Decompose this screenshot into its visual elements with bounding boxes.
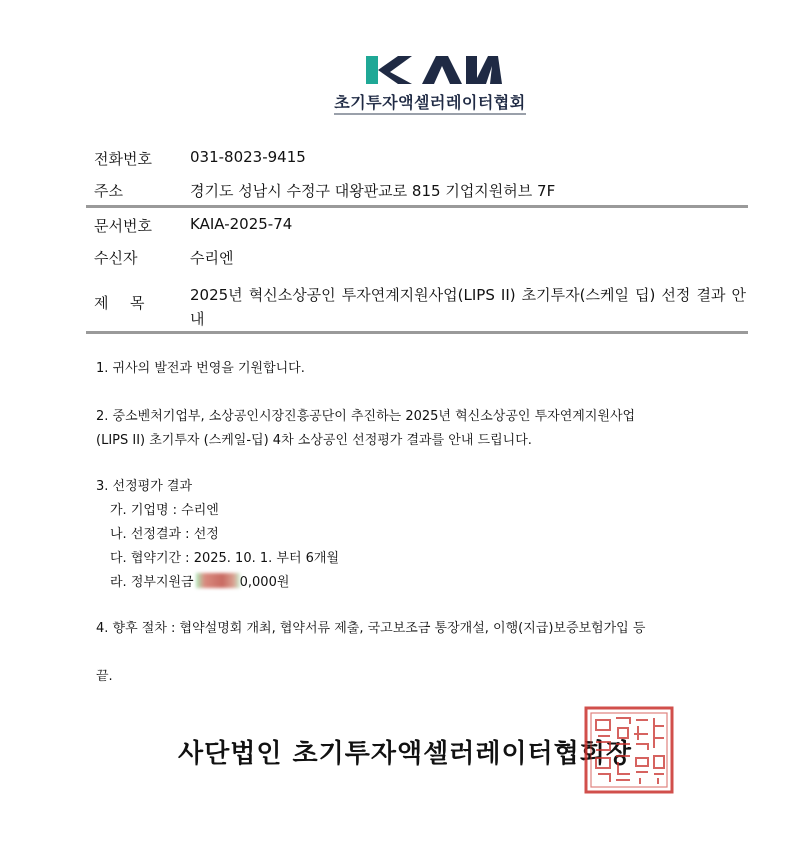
paragraph-3-title: 3. 선정평가 결과 [96,479,193,494]
address-label: 주소 [94,182,123,200]
grant-label: 라. 정부지원금 [110,575,194,590]
kaia-logo [330,52,530,124]
paragraph-2-line-2: (LIPS II) 초기투자 (스케일-딥) 4차 소상공인 선정평가 결과를 안내 드립니다. [96,433,532,448]
kaia-logo-mark [362,52,502,88]
paragraph-4: 4. 향후 절차 : 협약설명회 개최, 협약서류 제출, 국고보조금 통장개설, 이행(지급)보증보험가입 등 [96,621,646,636]
docnum-label: 문서번호 [94,217,152,235]
signature-text: 사단법인 초기투자액셀러레이터협회장 [178,739,633,769]
result-item-outcome: 나. 선정결과 : 선정 [110,527,219,542]
header-divider [86,205,748,208]
redacted-amount [196,573,240,588]
address-value: 경기도 성남시 수정구 대왕판교로 815 기업지원허브 7F [190,182,556,200]
docnum-value: KAIA-2025-74 [190,215,293,233]
grant-amount-suffix: 0,000원 [239,575,290,590]
logo-subline [330,112,530,116]
end-mark: 끝. [96,669,113,684]
result-item-company: 가. 기업명 : 수리엔 [110,503,219,518]
paragraph-1: 1. 귀사의 발전과 번영을 기원합니다. [96,361,305,376]
subject-divider [86,331,748,334]
subject-value: 2025년 혁신소상공인 투자연계지원사업(LIPS II) 초기투자(스케일 딥) 선정 결과 안내 [190,286,746,328]
phone-label: 전화번호 [94,150,152,168]
official-seal-icon [584,706,674,794]
recipient-label: 수신자 [94,249,138,267]
paragraph-2-line-1: 2. 중소벤처기업부, 소상공인시장진흥공단이 추진하는 2025년 혁신소상공인 투자연계지원사업 [96,409,636,424]
logo-org-name: 초기투자액셀러레이터협회 [334,93,526,112]
subject-label: 제 목 [94,294,149,312]
phone-value: 031-8023-9415 [190,148,306,166]
result-item-period: 다. 협약기간 : 2025. 10. 1. 부터 6개월 [110,551,340,566]
result-item-grant [110,571,289,590]
recipient-value: 수리엔 [190,249,234,267]
